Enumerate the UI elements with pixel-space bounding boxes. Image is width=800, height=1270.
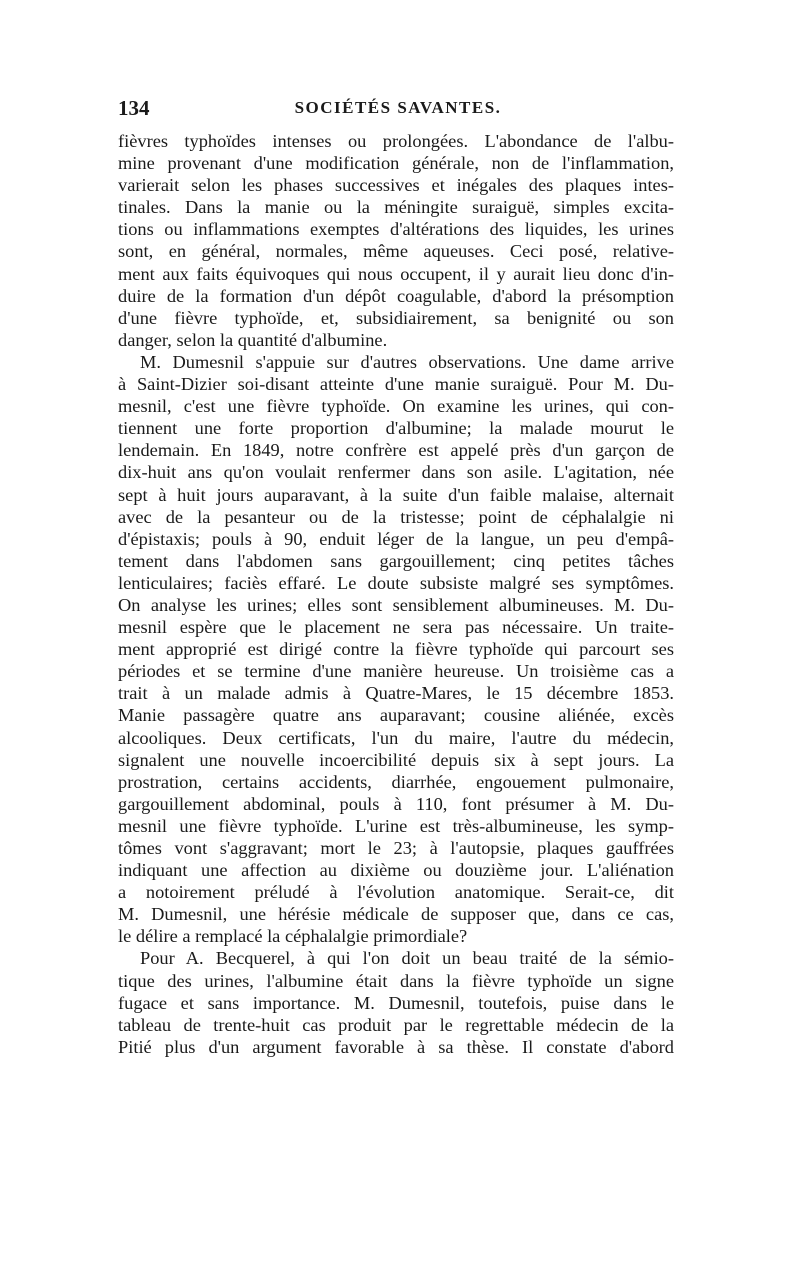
text-line: fugace et sans importance. M. Dumesnil, toutefois, puise dans le — [118, 992, 674, 1013]
text-line: fièvres typhoïdes intenses ou prolongées. L'abondance de l'albu- — [118, 131, 674, 151]
text-line: mesnil espère que le placement ne sera pas nécessaire. Un traite- — [118, 617, 674, 638]
body-text — [118, 130, 674, 1058]
text-line: varierait selon les phases successives et inégales des plaques intes- — [118, 175, 674, 196]
text-line: tique des urines, l'albumine était dans la fièvre typhoïde un signe — [118, 970, 674, 991]
text-line: trait à un malade admis à Quatre-Mares, le 15 décembre 1853. — [118, 683, 674, 704]
text-line: indiquant une affection au dixième ou douzième jour. L'aliénation — [118, 860, 674, 881]
text-line: Pitié plus d'un argument favorable à sa thèse. Il constate d'abord — [118, 1036, 674, 1057]
text-line: tions ou inflammations exemptes d'altérations des liquides, les urines — [118, 219, 674, 240]
text-line: ment approprié est dirigé contre la fièvre typhoïde qui parcourt ses — [118, 639, 674, 660]
text-line: M. Dumesnil s'appuie sur d'autres observations. Une dame arrive — [140, 351, 674, 372]
text-line: mine provenant d'une modification générale, non de l'inflammation, — [118, 153, 674, 174]
text-line: a notoirement préludé à l'évolution anatomique. Serait-ce, dit — [118, 882, 674, 903]
text-line: mesnil, c'est une fièvre typhoïde. On examine les urines, qui con- — [118, 396, 674, 417]
page-number: 134 — [118, 96, 150, 120]
text-line: tiennent une forte proportion d'albumine; la malade mourut le — [118, 418, 674, 439]
text-line: tement dans l'abdomen sans gargouillement; cinq petites tâches — [118, 550, 674, 571]
text-line: On analyse les urines; elles sont sensiblement albumineuses. M. Du- — [118, 594, 674, 615]
text-line: signalent une nouvelle incoercibilité depuis six à sept jours. La — [118, 749, 674, 770]
text-line: dix-huit ans qu'on voulait renfermer dans son asile. L'agitation, née — [118, 462, 674, 483]
text-line: d'épistaxis; pouls à 90, enduit léger de la langue, un peu d'empâ- — [118, 528, 674, 549]
text-line: prostration, certains accidents, diarrhée, engouement pulmonaire, — [118, 771, 674, 792]
text-line: M. Dumesnil, une hérésie médicale de supposer que, dans ce cas, — [118, 904, 674, 925]
text-line: sont, en général, normales, même aqueuses. Ceci posé, relative- — [118, 241, 674, 262]
text-line: danger, selon la quantité d'albumine. — [118, 329, 388, 350]
running-title: SOCIÉTÉS SAVANTES. — [294, 98, 502, 117]
text-line: périodes et se termine d'une manière heureuse. Un troisième cas a — [118, 661, 674, 682]
text-line: d'une fièvre typhoïde, et, subsidiairement, sa benignité ou son — [118, 307, 674, 328]
text-line: Manie passagère quatre ans auparavant; cousine aliénée, excès — [118, 705, 674, 726]
text-line: alcooliques. Deux certificats, l'un du maire, l'autre du médecin, — [118, 727, 674, 748]
running-head — [118, 96, 678, 122]
text-line: mesnil une fièvre typhoïde. L'urine est très-albumineuse, les symp- — [118, 815, 674, 836]
text-line: gargouillement abdominal, pouls à 110, font présumer à M. Du- — [118, 793, 674, 814]
text-line: sept à huit jours auparavant, à la suite d'un faible malaise, alternait — [118, 484, 674, 505]
text-line: le délire a remplacé la céphalalgie primordiale? — [118, 926, 468, 947]
text-line: lendemain. En 1849, notre confrère est appelé près d'un garçon de — [118, 440, 674, 461]
text-line: lenticulaires; faciès effaré. Le doute subsiste malgré ses symptômes. — [118, 572, 674, 593]
text-line: Pour A. Becquerel, à qui l'on doit un beau traité de la sémio- — [140, 948, 674, 969]
text-line: tômes vont s'aggravant; mort le 23; à l'autopsie, plaques gauffrées — [118, 838, 674, 858]
text-line: tableau de trente-huit cas produit par le regrettable médecin de la — [118, 1014, 674, 1035]
text-line: tinales. Dans la manie ou la méningite suraiguë, simples excita- — [118, 197, 674, 218]
text-line: ment aux faits équivoques qui nous occupent, il y aurait lieu donc d'in- — [118, 263, 674, 284]
text-line: avec de la pesanteur ou de la tristesse; point de céphalalgie ni — [118, 506, 674, 527]
text-line: duire de la formation d'un dépôt coagulable, d'abord la présomption — [118, 285, 674, 306]
text-line: à Saint-Dizier soi-disant atteinte d'une manie suraiguë. Pour M. Du- — [118, 374, 674, 395]
